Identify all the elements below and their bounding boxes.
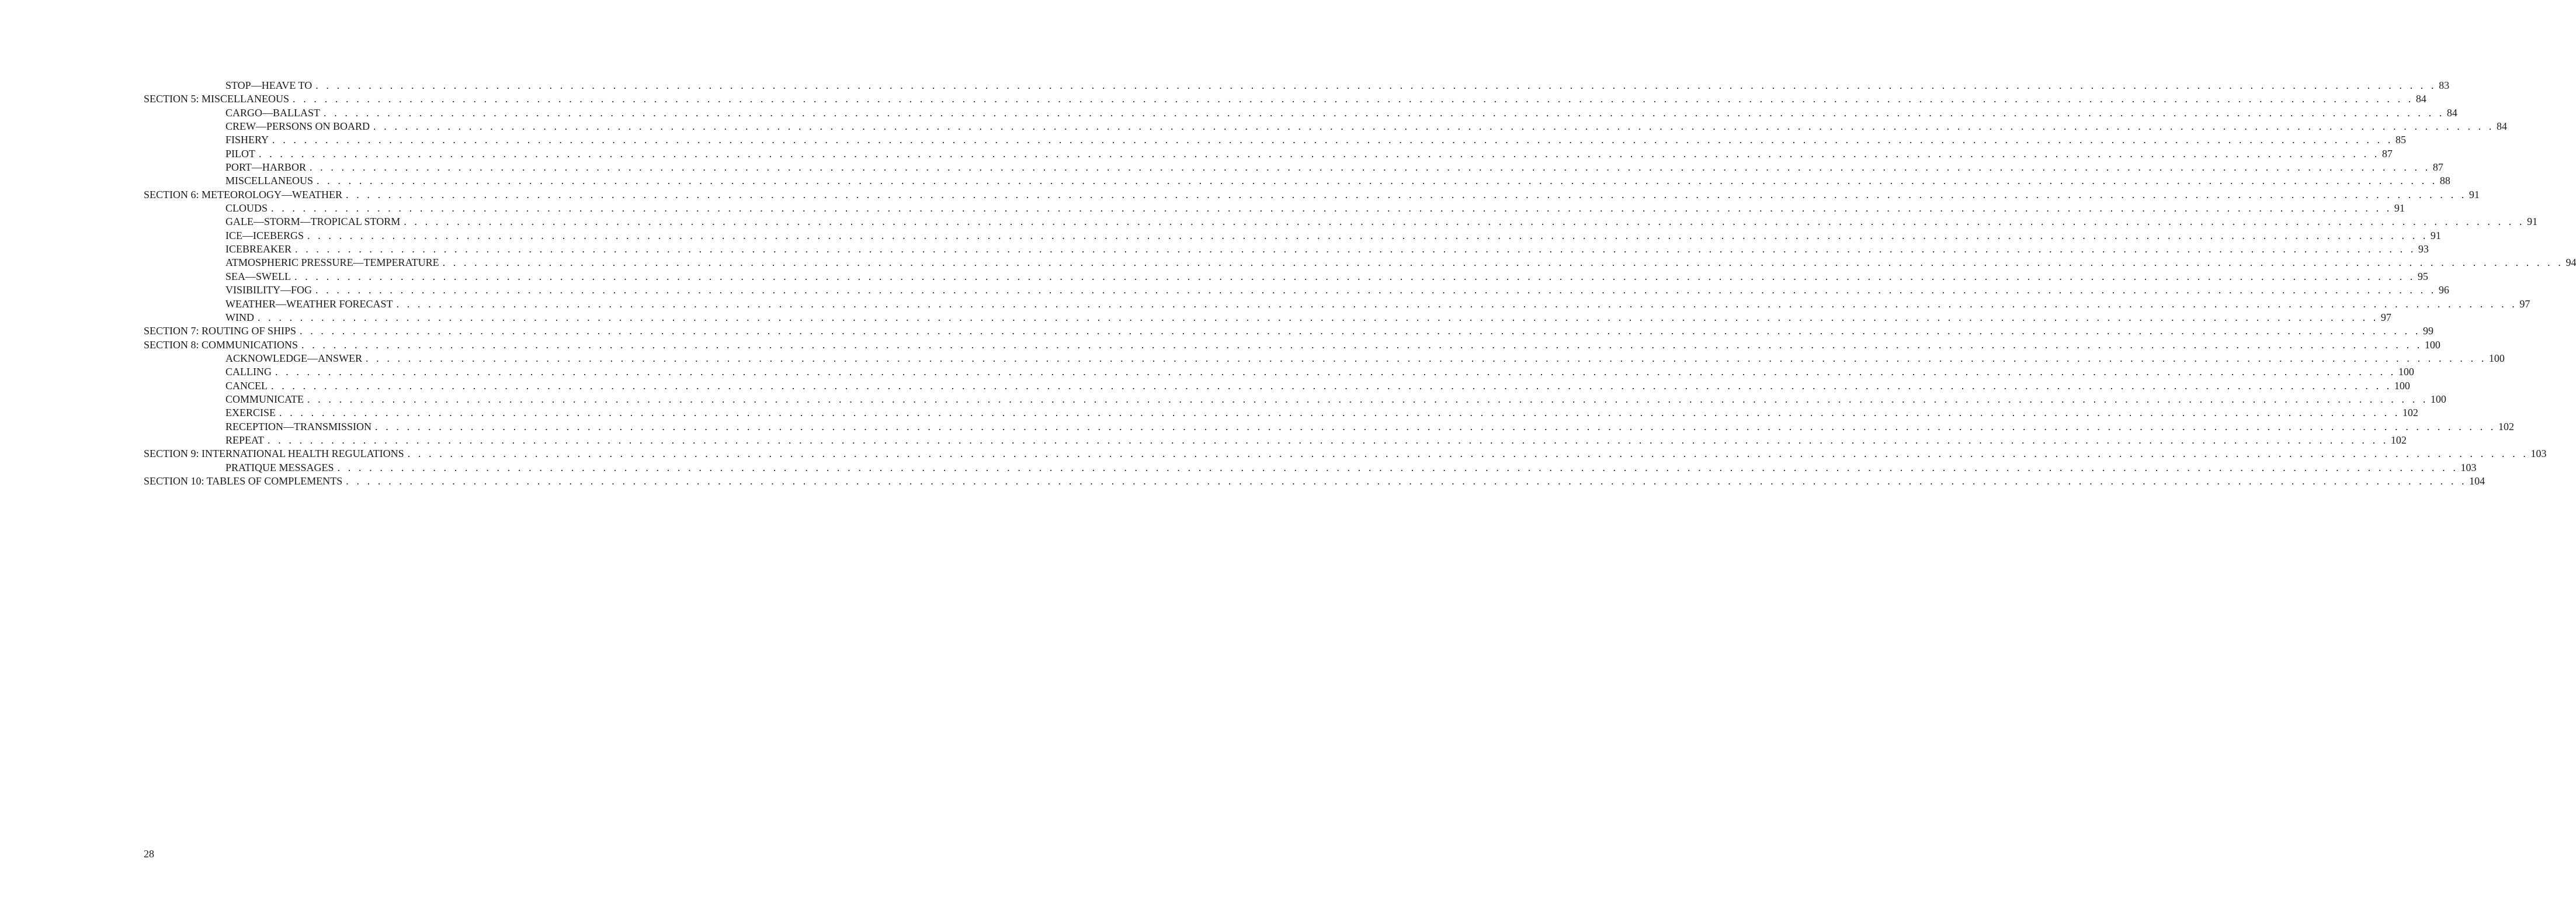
toc-entry-page: 100: [2488, 352, 2505, 364]
page-number: 28: [144, 848, 154, 860]
toc-entry-title: CREW—PERSONS ON BOARD: [225, 120, 370, 133]
toc-dot-leader: . . . . . . . . . . . . . . . . . . . . . . . . . . . . . . . . . . . . . . . . . . . . . . . . . . . . . . . . . . . . . . . . . . . . . . . . . . . . . . . . . . . . . . . . . . . . . . . . . . . . . . . . . . . . . . . . . . . . . . . . . . . . . . . . . . . . . . . . . . . . . . . . . . . . . . . . . . . . . . . . . . . . . . . . . . . . . . . . . . . . . . . . . . . . . . . . . . . . . . . .: [307, 229, 2428, 241]
toc-entry-page: 84: [2415, 93, 2426, 105]
toc-entry-title: SEA—SWELL: [225, 270, 291, 282]
toc-entry-title: CLOUDS: [225, 202, 268, 214]
toc-section-entry: [144, 324, 2433, 338]
toc-entry-page: 102: [2402, 407, 2418, 419]
toc-subsection-entry: [144, 174, 2450, 188]
toc-section-entry: [144, 338, 2440, 352]
toc-dot-leader: . . . . . . . . . . . . . . . . . . . . . . . . . . . . . . . . . . . . . . . . . . . . . . . . . . . . . . . . . . . . . . . . . . . . . . . . . . . . . . . . . . . . . . . . . . . . . . . . . . . . . . . . . . . . . . . . . . . . . . . . . . . . . . . . . . . . . . . . . . . . . . . . . . . . . . . . . . . . . . . . . . . . . . . . . . . . . . . . . . . . . . . . . . . . . . . . . . . . . . . .: [373, 120, 2494, 133]
table-of-contents: [144, 79, 2576, 488]
toc-dot-leader: . . . . . . . . . . . . . . . . . . . . . . . . . . . . . . . . . . . . . . . . . . . . . . . . . . . . . . . . . . . . . . . . . . . . . . . . . . . . . . . . . . . . . . . . . . . . . . . . . . . . . . . . . . . . . . . . . . . . . . . . . . . . . . . . . . . . . . . . . . . . . . . . . . . . . . . . . . . . . . . . . . . . . . . . . . . . . . . . . . . . . . . . . . . . . . . . . . . . . . . .: [396, 297, 2518, 310]
toc-subsection-entry: [144, 120, 2507, 133]
toc-subsection-entry: [144, 215, 2538, 229]
toc-entry-page: 84: [2496, 120, 2507, 133]
toc-entry-page: 93: [2418, 243, 2429, 255]
toc-dot-leader: . . . . . . . . . . . . . . . . . . . . . . . . . . . . . . . . . . . . . . . . . . . . . . . . . . . . . . . . . . . . . . . . . . . . . . . . . . . . . . . . . . . . . . . . . . . . . . . . . . . . . . . . . . . . . . . . . . . . . . . . . . . . . . . . . . . . . . . . . . . . . . . . . . . . . . . . . . . . . . . . . . . . . . . . . . . . . . . . . . . . . . . . . . . . . . . . . . . . . . . .: [257, 311, 2379, 323]
toc-entry-page: 91: [2469, 188, 2480, 200]
toc-dot-leader: . . . . . . . . . . . . . . . . . . . . . . . . . . . . . . . . . . . . . . . . . . . . . . . . . . . . . . . . . . . . . . . . . . . . . . . . . . . . . . . . . . . . . . . . . . . . . . . . . . . . . . . . . . . . . . . . . . . . . . . . . . . . . . . . . . . . . . . . . . . . . . . . . . . . . . . . . . . . . . . . . . . . . . . . . . . . . . . . . . . . . . . . . . . . . . . . . . . . . . . .: [407, 448, 2529, 460]
toc-entry-title: PRATIQUE MESSAGES: [225, 461, 334, 473]
toc-dot-leader: . . . . . . . . . . . . . . . . . . . . . . . . . . . . . . . . . . . . . . . . . . . . . . . . . . . . . . . . . . . . . . . . . . . . . . . . . . . . . . . . . . . . . . . . . . . . . . . . . . . . . . . . . . . . . . . . . . . . . . . . . . . . . . . . . . . . . . . . . . . . . . . . . . . . . . . . . . . . . . . . . . . . . . . . . . . . . . . . . . . . . . . . . . . . . . . . . . . . . . . .: [279, 407, 2400, 419]
toc-subsection-entry: [144, 461, 2477, 475]
toc-entry-page: 100: [2430, 393, 2446, 405]
toc-entry-title: STOP—HEAVE TO: [225, 79, 313, 91]
toc-entry-page: 100: [2398, 366, 2414, 378]
toc-dot-leader: . . . . . . . . . . . . . . . . . . . . . . . . . . . . . . . . . . . . . . . . . . . . . . . . . . . . . . . . . . . . . . . . . . . . . . . . . . . . . . . . . . . . . . . . . . . . . . . . . . . . . . . . . . . . . . . . . . . . . . . . . . . . . . . . . . . . . . . . . . . . . . . . . . . . . . . . . . . . . . . . . . . . . . . . . . . . . . . . . . . . . . . . . . . . . . . . . . . . . . . .: [307, 393, 2428, 405]
toc-entry-page: 100: [2424, 338, 2440, 351]
toc-entry-page: 100: [2394, 379, 2410, 392]
toc-entry-page: 94: [2565, 257, 2576, 269]
toc-dot-leader: . . . . . . . . . . . . . . . . . . . . . . . . . . . . . . . . . . . . . . . . . . . . . . . . . . . . . . . . . . . . . . . . . . . . . . . . . . . . . . . . . . . . . . . . . . . . . . . . . . . . . . . . . . . . . . . . . . . . . . . . . . . . . . . . . . . . . . . . . . . . . . . . . . . . . . . . . . . . . . . . . . . . . . . . . . . . . . . . . . . . . . . . . . . . . . . . . . . . . . . .: [268, 434, 2388, 446]
toc-entry-page: 102: [2498, 420, 2514, 432]
toc-entry-page: 103: [2460, 461, 2477, 473]
toc-subsection-entry: [144, 133, 2406, 147]
toc-entry-page: 87: [2432, 161, 2443, 174]
toc-entry-page: 83: [2439, 79, 2450, 91]
toc-entry-page: 87: [2381, 147, 2393, 160]
toc-dot-leader: . . . . . . . . . . . . . . . . . . . . . . . . . . . . . . . . . . . . . . . . . . . . . . . . . . . . . . . . . . . . . . . . . . . . . . . . . . . . . . . . . . . . . . . . . . . . . . . . . . . . . . . . . . . . . . . . . . . . . . . . . . . . . . . . . . . . . . . . . . . . . . . . . . . . . . . . . . . . . . . . . . . . . . . . . . . . . . . . . . . . . . . . . . . . . . . . . . . . . . . .: [271, 202, 2392, 214]
toc-entry-page: 97: [2519, 297, 2530, 310]
toc-entry-page: 97: [2380, 311, 2391, 323]
toc-dot-leader: . . . . . . . . . . . . . . . . . . . . . . . . . . . . . . . . . . . . . . . . . . . . . . . . . . . . . . . . . . . . . . . . . . . . . . . . . . . . . . . . . . . . . . . . . . . . . . . . . . . . . . . . . . . . . . . . . . . . . . . . . . . . . . . . . . . . . . . . . . . . . . . . . . . . . . . . . . . . . . . . . . . . . . . . . . . . . . . . . . . . . . . . . . . . . . . . . . . . . . . .: [300, 325, 2421, 337]
toc-dot-leader: . . . . . . . . . . . . . . . . . . . . . . . . . . . . . . . . . . . . . . . . . . . . . . . . . . . . . . . . . . . . . . . . . . . . . . . . . . . . . . . . . . . . . . . . . . . . . . . . . . . . . . . . . . . . . . . . . . . . . . . . . . . . . . . . . . . . . . . . . . . . . . . . . . . . . . . . . . . . . . . . . . . . . . . . . . . . . . . . . . . . . . . . . . . . . . . . . . . . . . . .: [442, 257, 2564, 269]
toc-subsection-entry: [144, 106, 2457, 120]
toc-entry-title: COMMUNICATE: [225, 393, 304, 405]
toc-subsection-entry: [144, 393, 2446, 406]
toc-subsection-entry: [144, 420, 2514, 434]
toc-entry-title: REPEAT: [225, 434, 265, 446]
toc-subsection-entry: [144, 202, 2405, 215]
toc-entry-page: 99: [2422, 325, 2433, 337]
toc-subsection-entry: [144, 352, 2505, 365]
toc-dot-leader: . . . . . . . . . . . . . . . . . . . . . . . . . . . . . . . . . . . . . . . . . . . . . . . . . . . . . . . . . . . . . . . . . . . . . . . . . . . . . . . . . . . . . . . . . . . . . . . . . . . . . . . . . . . . . . . . . . . . . . . . . . . . . . . . . . . . . . . . . . . . . . . . . . . . . . . . . . . . . . . . . . . . . . . . . . . . . . . . . . . . . . . . . . . . . . . . . . . . . . . .: [337, 461, 2459, 473]
toc-entry-title: CARGO—BALLAST: [225, 106, 321, 119]
toc-entry-page: 103: [2530, 448, 2547, 460]
toc-entry-page: 88: [2439, 175, 2450, 187]
toc-entry-page: 102: [2390, 434, 2407, 446]
toc-subsection-entry: [144, 256, 2576, 269]
toc-entry-title: WIND: [225, 311, 254, 323]
toc-entry-title: VISIBILITY—FOG: [225, 284, 312, 296]
toc-dot-leader: . . . . . . . . . . . . . . . . . . . . . . . . . . . . . . . . . . . . . . . . . . . . . . . . . . . . . . . . . . . . . . . . . . . . . . . . . . . . . . . . . . . . . . . . . . . . . . . . . . . . . . . . . . . . . . . . . . . . . . . . . . . . . . . . . . . . . . . . . . . . . . . . . . . . . . . . . . . . . . . . . . . . . . . . . . . . . . . . . . . . . . . . . . . . . . . . . . . . . . . .: [345, 188, 2467, 200]
toc-entry-title: CANCEL: [225, 379, 268, 392]
toc-dot-leader: . . . . . . . . . . . . . . . . . . . . . . . . . . . . . . . . . . . . . . . . . . . . . . . . . . . . . . . . . . . . . . . . . . . . . . . . . . . . . . . . . . . . . . . . . . . . . . . . . . . . . . . . . . . . . . . . . . . . . . . . . . . . . . . . . . . . . . . . . . . . . . . . . . . . . . . . . . . . . . . . . . . . . . . . . . . . . . . . . . . . . . . . . . . . . . . . . . . . . . . .: [259, 147, 2380, 160]
toc-subsection-entry: [144, 379, 2410, 393]
toc-section-entry: [144, 447, 2547, 461]
toc-entry-page: 91: [2527, 216, 2538, 228]
toc-entry-title: WEATHER—WEATHER FORECAST: [225, 297, 393, 310]
toc-dot-leader: . . . . . . . . . . . . . . . . . . . . . . . . . . . . . . . . . . . . . . . . . . . . . . . . . . . . . . . . . . . . . . . . . . . . . . . . . . . . . . . . . . . . . . . . . . . . . . . . . . . . . . . . . . . . . . . . . . . . . . . . . . . . . . . . . . . . . . . . . . . . . . . . . . . . . . . . . . . . . . . . . . . . . . . . . . . . . . . . . . . . . . . . . . . . . . . . . . . . . . . .: [295, 243, 2416, 255]
toc-subsection-entry: [144, 406, 2418, 420]
toc-subsection-entry: [144, 283, 2449, 297]
toc-entry-title: FISHERY: [225, 134, 269, 146]
toc-subsection-entry: [144, 311, 2391, 324]
toc-dot-leader: . . . . . . . . . . . . . . . . . . . . . . . . . . . . . . . . . . . . . . . . . . . . . . . . . . . . . . . . . . . . . . . . . . . . . . . . . . . . . . . . . . . . . . . . . . . . . . . . . . . . . . . . . . . . . . . . . . . . . . . . . . . . . . . . . . . . . . . . . . . . . . . . . . . . . . . . . . . . . . . . . . . . . . . . . . . . . . . . . . . . . . . . . . . . . . . . . . . . . . . .: [346, 475, 2467, 487]
toc-entry-title: CALLING: [225, 366, 272, 378]
toc-subsection-entry: [144, 297, 2530, 311]
toc-dot-leader: . . . . . . . . . . . . . . . . . . . . . . . . . . . . . . . . . . . . . . . . . . . . . . . . . . . . . . . . . . . . . . . . . . . . . . . . . . . . . . . . . . . . . . . . . . . . . . . . . . . . . . . . . . . . . . . . . . . . . . . . . . . . . . . . . . . . . . . . . . . . . . . . . . . . . . . . . . . . . . . . . . . . . . . . . . . . . . . . . . . . . . . . . . . . . . . . . . . . . . . .: [315, 79, 2437, 91]
toc-entry-title: PILOT: [225, 147, 255, 160]
toc-dot-leader: . . . . . . . . . . . . . . . . . . . . . . . . . . . . . . . . . . . . . . . . . . . . . . . . . . . . . . . . . . . . . . . . . . . . . . . . . . . . . . . . . . . . . . . . . . . . . . . . . . . . . . . . . . . . . . . . . . . . . . . . . . . . . . . . . . . . . . . . . . . . . . . . . . . . . . . . . . . . . . . . . . . . . . . . . . . . . . . . . . . . . . . . . . . . . . . . . . . . . . . .: [275, 366, 2396, 378]
toc-entry-title: PORT—HARBOR: [225, 161, 306, 174]
toc-entry-page: 84: [2446, 106, 2457, 119]
toc-dot-leader: . . . . . . . . . . . . . . . . . . . . . . . . . . . . . . . . . . . . . . . . . . . . . . . . . . . . . . . . . . . . . . . . . . . . . . . . . . . . . . . . . . . . . . . . . . . . . . . . . . . . . . . . . . . . . . . . . . . . . . . . . . . . . . . . . . . . . . . . . . . . . . . . . . . . . . . . . . . . . . . . . . . . . . . . . . . . . . . . . . . . . . . . . . . . . . . . . . . . . . . .: [301, 338, 2422, 351]
toc-entry-title: SECTION 5: MISCELLANEOUS: [144, 93, 290, 105]
toc-entry-title: MISCELLANEOUS: [225, 175, 314, 187]
toc-section-entry: [144, 188, 2480, 202]
toc-dot-leader: . . . . . . . . . . . . . . . . . . . . . . . . . . . . . . . . . . . . . . . . . . . . . . . . . . . . . . . . . . . . . . . . . . . . . . . . . . . . . . . . . . . . . . . . . . . . . . . . . . . . . . . . . . . . . . . . . . . . . . . . . . . . . . . . . . . . . . . . . . . . . . . . . . . . . . . . . . . . . . . . . . . . . . . . . . . . . . . . . . . . . . . . . . . . . . . . . . . . . . . .: [324, 106, 2445, 119]
toc-entry-page: 104: [2469, 475, 2485, 487]
toc-dot-leader: . . . . . . . . . . . . . . . . . . . . . . . . . . . . . . . . . . . . . . . . . . . . . . . . . . . . . . . . . . . . . . . . . . . . . . . . . . . . . . . . . . . . . . . . . . . . . . . . . . . . . . . . . . . . . . . . . . . . . . . . . . . . . . . . . . . . . . . . . . . . . . . . . . . . . . . . . . . . . . . . . . . . . . . . . . . . . . . . . . . . . . . . . . . . . . . . . . . . . . . .: [272, 134, 2393, 146]
toc-entry-title: SECTION 9: INTERNATIONAL HEALTH REGULATIONS: [144, 448, 404, 460]
toc-dot-leader: . . . . . . . . . . . . . . . . . . . . . . . . . . . . . . . . . . . . . . . . . . . . . . . . . . . . . . . . . . . . . . . . . . . . . . . . . . . . . . . . . . . . . . . . . . . . . . . . . . . . . . . . . . . . . . . . . . . . . . . . . . . . . . . . . . . . . . . . . . . . . . . . . . . . . . . . . . . . . . . . . . . . . . . . . . . . . . . . . . . . . . . . . . . . . . . . . . . . . . . .: [271, 379, 2392, 392]
toc-subsection-entry: [144, 79, 2450, 92]
toc-subsection-entry: [144, 270, 2428, 283]
toc-dot-leader: . . . . . . . . . . . . . . . . . . . . . . . . . . . . . . . . . . . . . . . . . . . . . . . . . . . . . . . . . . . . . . . . . . . . . . . . . . . . . . . . . . . . . . . . . . . . . . . . . . . . . . . . . . . . . . . . . . . . . . . . . . . . . . . . . . . . . . . . . . . . . . . . . . . . . . . . . . . . . . . . . . . . . . . . . . . . . . . . . . . . . . . . . . . . . . . . . . . . . . . .: [365, 352, 2487, 364]
toc-entry-title: RECEPTION—TRANSMISSION: [225, 420, 372, 432]
toc-entry-page: 96: [2438, 284, 2449, 296]
toc-entry-page: 91: [2394, 202, 2405, 214]
toc-section-entry: [144, 92, 2426, 106]
toc-subsection-entry: [144, 147, 2393, 161]
toc-subsection-entry: [144, 243, 2429, 256]
toc-entry-title: EXERCISE: [225, 407, 276, 419]
toc-dot-leader: . . . . . . . . . . . . . . . . . . . . . . . . . . . . . . . . . . . . . . . . . . . . . . . . . . . . . . . . . . . . . . . . . . . . . . . . . . . . . . . . . . . . . . . . . . . . . . . . . . . . . . . . . . . . . . . . . . . . . . . . . . . . . . . . . . . . . . . . . . . . . . . . . . . . . . . . . . . . . . . . . . . . . . . . . . . . . . . . . . . . . . . . . . . . . . . . . . . . . . . .: [294, 270, 2415, 282]
toc-dot-leader: . . . . . . . . . . . . . . . . . . . . . . . . . . . . . . . . . . . . . . . . . . . . . . . . . . . . . . . . . . . . . . . . . . . . . . . . . . . . . . . . . . . . . . . . . . . . . . . . . . . . . . . . . . . . . . . . . . . . . . . . . . . . . . . . . . . . . . . . . . . . . . . . . . . . . . . . . . . . . . . . . . . . . . . . . . . . . . . . . . . . . . . . . . . . . . . . . . . . . . . .: [404, 216, 2525, 228]
toc-subsection-entry: [144, 434, 2407, 447]
toc-entry-title: ATMOSPHERIC PRESSURE—TEMPERATURE: [225, 257, 439, 269]
toc-dot-leader: . . . . . . . . . . . . . . . . . . . . . . . . . . . . . . . . . . . . . . . . . . . . . . . . . . . . . . . . . . . . . . . . . . . . . . . . . . . . . . . . . . . . . . . . . . . . . . . . . . . . . . . . . . . . . . . . . . . . . . . . . . . . . . . . . . . . . . . . . . . . . . . . . . . . . . . . . . . . . . . . . . . . . . . . . . . . . . . . . . . . . . . . . . . . . . . . . . . . . . . .: [315, 284, 2436, 296]
toc-entry-title: ICEBREAKER: [225, 243, 292, 255]
toc-dot-leader: . . . . . . . . . . . . . . . . . . . . . . . . . . . . . . . . . . . . . . . . . . . . . . . . . . . . . . . . . . . . . . . . . . . . . . . . . . . . . . . . . . . . . . . . . . . . . . . . . . . . . . . . . . . . . . . . . . . . . . . . . . . . . . . . . . . . . . . . . . . . . . . . . . . . . . . . . . . . . . . . . . . . . . . . . . . . . . . . . . . . . . . . . . . . . . . . . . . . . . . .: [293, 93, 2414, 105]
toc-entry-title: SECTION 8: COMMUNICATIONS: [144, 338, 298, 351]
toc-entry-title: GALE—STORM—TROPICAL STORM: [225, 216, 401, 228]
toc-entry-title: ICE—ICEBERGS: [225, 229, 304, 241]
toc-dot-leader: . . . . . . . . . . . . . . . . . . . . . . . . . . . . . . . . . . . . . . . . . . . . . . . . . . . . . . . . . . . . . . . . . . . . . . . . . . . . . . . . . . . . . . . . . . . . . . . . . . . . . . . . . . . . . . . . . . . . . . . . . . . . . . . . . . . . . . . . . . . . . . . . . . . . . . . . . . . . . . . . . . . . . . . . . . . . . . . . . . . . . . . . . . . . . . . . . . . . . . . .: [317, 175, 2438, 187]
toc-dot-leader: . . . . . . . . . . . . . . . . . . . . . . . . . . . . . . . . . . . . . . . . . . . . . . . . . . . . . . . . . . . . . . . . . . . . . . . . . . . . . . . . . . . . . . . . . . . . . . . . . . . . . . . . . . . . . . . . . . . . . . . . . . . . . . . . . . . . . . . . . . . . . . . . . . . . . . . . . . . . . . . . . . . . . . . . . . . . . . . . . . . . . . . . . . . . . . . . . . . . . . . .: [375, 420, 2496, 432]
toc-entry-title: ACKNOWLEDGE—ANSWER: [225, 352, 362, 364]
toc-entry-page: 95: [2417, 270, 2428, 282]
toc-section-entry: [144, 475, 2485, 488]
toc-subsection-entry: [144, 229, 2441, 243]
toc-entry-title: SECTION 10: TABLES OF COMPLEMENTS: [144, 475, 343, 487]
toc-entry-title: SECTION 6: METEOROLOGY—WEATHER: [144, 188, 342, 200]
toc-dot-leader: . . . . . . . . . . . . . . . . . . . . . . . . . . . . . . . . . . . . . . . . . . . . . . . . . . . . . . . . . . . . . . . . . . . . . . . . . . . . . . . . . . . . . . . . . . . . . . . . . . . . . . . . . . . . . . . . . . . . . . . . . . . . . . . . . . . . . . . . . . . . . . . . . . . . . . . . . . . . . . . . . . . . . . . . . . . . . . . . . . . . . . . . . . . . . . . . . . . . . . . .: [309, 161, 2431, 174]
toc-subsection-entry: [144, 161, 2443, 174]
toc-entry-page: 91: [2430, 229, 2441, 241]
toc-entry-page: 85: [2395, 134, 2406, 146]
toc-entry-title: SECTION 7: ROUTING OF SHIPS: [144, 325, 297, 337]
toc-subsection-entry: [144, 365, 2414, 379]
